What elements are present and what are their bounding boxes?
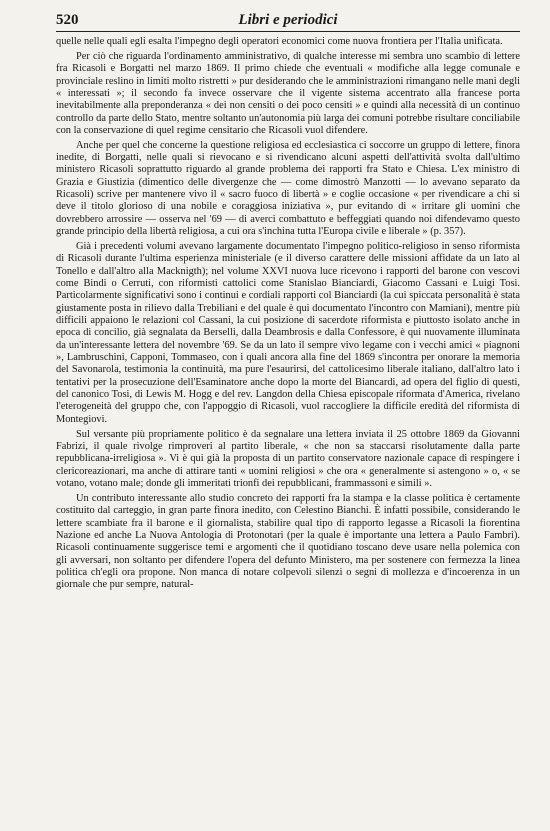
body-text <box>56 36 520 592</box>
paragraph: Già i precedenti volumi avevano largamente documentato l'impegno politico-religioso in senso riformista di Ricasoli durante l'ultima esperienza ministeriale (e il diverso carattere delle missioni affidate da un lato al Tonello e dall'altro alla Macknigth); nel volume XXVI nuova luce ricevono i rapporti del barone con vescovi come Bindi o Cerruti, con riformisti cattolici come Stanislao Bianciardi, Giacomo Cassani e Luigi Tosi. Particolarmente significativi sono i continui e cordiali rapporti col Bianciardi (la cui spiccata personalità è stata giustamente posta in rilievo dalla Trebiliani e del quale è qui documentato l'incontro con Mamiani), mentre più difficili appaiono le relazioni col Cassani, la cui posizione di sacerdote riformista e piuttosto isolato anche in epoca di concilio, già segnalata da Berselli, dalla Deambrosis e dalla Confessore, è qui nuovamente illuminata da un'interessante lettera del novembre '69. Se da un lato il sempre vivo legame con i vecchi amici « piagnoni », Lambruschini, Capponi, Tommaseo, con i quali ancora alla fine del 1869 s'incontra per onorare la memoria del Savonarola, testimonia la continuità, ma pure l'esaurirsi, del cattolicesimo liberale italiano, dall'altro lato i tentativi per la prosecuzione dell'Esaminatore anche dopo la morte del Biancardi, ad opera del figlio di questi, del canonico Tosi, di Lewis M. Hogg e del rev. Langdon della Chiesa episcopale riformata d'America, rivelano l'eterogeneità del gruppo che, con l'appoggio di Ricasoli, vuol raccogliere la difficile eredità del riformista di Montegiovi. <box>56 241 520 425</box>
page-header <box>56 12 520 32</box>
running-title: Libri e periodici <box>238 12 338 28</box>
page-number: 520 <box>56 12 79 28</box>
paragraph: Un contributo interessante allo studio concreto dei rapporti fra la stampa e la classe politica è certamente costituito dal carteggio, in gran parte finora inedito, con Celestino Bianchi. È infatti possibile, considerando le lettere scambiate fra il barone e il giornalista, stabilire qual tipo di rapporto legasse a Ricasoli la fiorentina Nazione ed anche La Nuova Antologia di Protonotari (per la quale è importante una lettera a Paulo Fambri). Ricasoli continuamente suggerisce temi e argomenti che il quotidiano toscano deve usare nella polemica con gli avversari, non soltanto per difendere l'opera del defunto Ministero, ma per sostenere con fermezza la linea politica ch'egli ora propone. Non manca di notare colpevoli silenzi o segni di mollezza e d'incoerenza in un giornale che pur sempre, natural- <box>56 492 520 591</box>
paragraph: Sul versante più propriamente politico è da segnalare una lettera inviata il 25 ottobre 1869 da Giovanni Fabrizi, il quale rivolge rimproveri al partito liberale, « che non sa staccarsi risolutamente dalla parte repubblicana-irreligiosa ». Vi è qui già la proposta di un partito conservatore nazionale capace di respingere i clericoreazionari, ma anche di attirare tanti « uomini religiosi » che ora « generalmente si astengono » o, « se votano, votano male; donde gli immeritati trionfi dei repubblicani, frammassoni e simili ». <box>56 428 520 490</box>
paragraph: quelle nelle quali egli esalta l'impegno degli operatori economici come nuova frontiera per l'Italia unificata. <box>56 36 503 47</box>
paragraph: Anche per quel che concerne la questione religiosa ed ecclesiastica ci soccorre un gruppo di lettere, finora inedite, di Borgatti, nelle quali si rievocano e si rivendicano alcuni aspetti dell'attività svolta dall'ultimo ministero Ricasoli soprattutto riguardo al grande problema dei rapporti fra Stato e Chiesa. L'ex ministro di Grazia e Giustizia (dimentico delle divergenze che — come dimostrò Manzotti — lo avevano separato da Ricasoli) scrive per mantenere vivo il « sacro fuoco di libertà » e coglie occasione « per rivendicare a chi si deve il titolo glorioso di una nobile e coraggiosa iniziativa », pur evitando di « irritare gli uomini che dovrebbero arrossire — osserva nel '69 — di averci combattuto e beffeggiati quando noi difendevamo questo grande principio della libertà religiosa, a cui ora s'inchina tutta l'Europa civile e liberale » (p. 357). <box>56 139 520 238</box>
paragraph: Per ciò che riguarda l'ordinamento amministrativo, di qualche interesse mi sembra uno scambio di lettere fra Ricasoli e Borgatti nel marzo 1869. Il primo chiede che eventuali « modifiche alla legge comunale e provinciale reslino in limiti molto ristretti » pur desiderando che le amministrazioni rimangano nelle mani degli « interessati »; il secondo fa invece osservare che il vigente sistema accentrato alla francese porta inevitabilmente alla preponderanza « dei non censiti o dei poco censiti » e quindi alla necessità di un continuo controllo da parte dello Stato, mentre soltanto un'autonomia più larga dei comuni potrebbe risultare conciliabile con la conservazione di quel regime censitario che Ricasoli vuol difendere. <box>56 50 520 136</box>
